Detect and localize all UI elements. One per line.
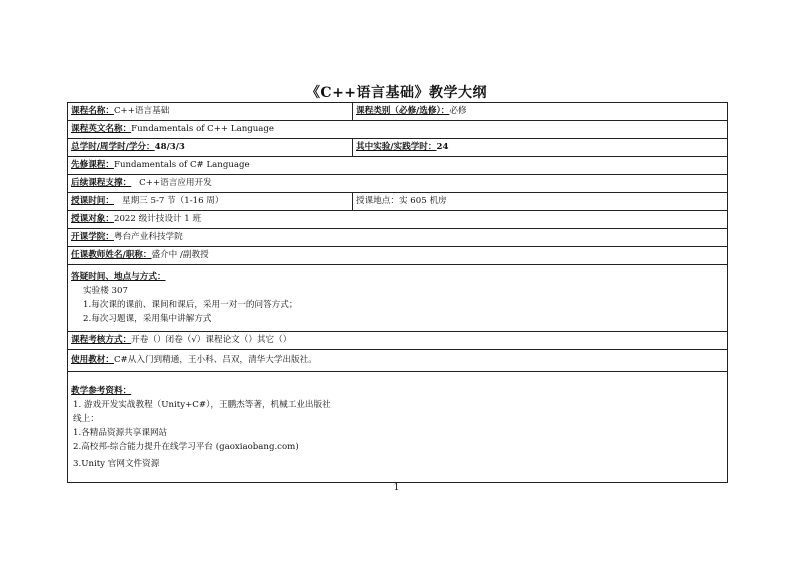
lab-hours-label: 其中实验/实践学时： (356, 142, 437, 153)
document-title: 《C++语言基础》教学大纲 (305, 85, 488, 101)
cell-english-name (68, 121, 728, 139)
cell-qa (68, 265, 728, 332)
exam-label: 课程考核方式： (71, 335, 132, 346)
hours-label: 总学时/周学时/学分： (71, 142, 155, 153)
college-label: 开课学院： (71, 232, 114, 243)
cell-college (68, 229, 728, 247)
row-exam (68, 332, 728, 350)
exam-value: 开卷（）闭卷（√）课程论文（）其它（） (131, 335, 292, 346)
cell-prerequisite (68, 157, 728, 175)
reference-line: 2.高校邦-综合能力提升在线学习平台 (gaoxiaobang.com) (73, 441, 299, 452)
cell-hours (68, 139, 353, 157)
row-audience (68, 211, 728, 229)
row-teacher (68, 247, 728, 265)
cell-location (353, 193, 728, 211)
qa-line: 1.每次课的课前、课间和课后，采用一对一的问答方式； (83, 300, 298, 310)
cell-course-name (68, 103, 353, 121)
cell-lab-hours (353, 139, 728, 157)
row-college (68, 229, 728, 247)
row-class-time (68, 193, 728, 211)
row-prerequisite (68, 157, 728, 175)
cell-exam (68, 332, 728, 350)
qa-line: 2.每次习题课，采用集中讲解方式 (83, 314, 212, 324)
location-label: 授课地点： (356, 196, 399, 207)
row-course-name (68, 103, 728, 121)
english-name-value: Fundamentals of C++ Language (131, 124, 274, 135)
textbook-value: C#从入门到精通，王小科、吕双，清华大学出版社。 (113, 355, 317, 366)
cell-audience (68, 211, 728, 229)
qa-line: 实验楼 307 (83, 286, 128, 296)
lab-hours-value: 24 (436, 142, 449, 153)
course-type-value: 必修 (449, 106, 467, 117)
row-references (68, 372, 728, 483)
audience-value: 2022 级计技设计 1 班 (113, 214, 202, 225)
course-name-label: 课程名称： (71, 106, 114, 117)
reference-line: 1.各精品资源共享课网站 (73, 427, 168, 438)
cell-references (68, 372, 728, 483)
reference-line: 线上： (73, 413, 99, 424)
reference-line: 1. 游戏开发实战教程（Unity+C#），王鹏杰等著，机械工业出版社 (73, 399, 331, 410)
prerequisite-label: 先修课程： (71, 160, 114, 171)
cell-course-type (353, 103, 728, 121)
class-time-value: 星期三 5-7 节（1-16 周） (121, 196, 224, 207)
course-name-value: C++语言基础 (113, 106, 170, 117)
references-label: 教学参考资料： (71, 385, 132, 396)
follow-up-value: C++语言应用开发 (139, 178, 212, 189)
textbook-label: 使用教材： (71, 355, 114, 366)
qa-label: 答疑时间、地点与方式： (71, 272, 166, 282)
reference-line: 3.Unity 官网文件资源 (73, 458, 160, 469)
row-english-name (68, 121, 728, 139)
class-time-label: 授课时间： (71, 196, 114, 207)
page-number: 1 (393, 483, 400, 493)
college-value: 粤台产业科技学院 (113, 232, 183, 243)
syllabus-table (67, 102, 728, 483)
cell-teacher (68, 247, 728, 265)
row-hours (68, 139, 728, 157)
cell-textbook (68, 350, 728, 372)
english-name-label: 课程英文名称： (71, 124, 132, 135)
audience-label: 授课对象： (71, 214, 114, 225)
teacher-label: 任课教师姓名/职称： (71, 250, 152, 261)
prerequisite-value: Fundamentals of C# Language (113, 160, 250, 171)
cell-class-time (68, 193, 353, 211)
course-type-label: 课程类别（必修/选修）： (356, 106, 450, 117)
teacher-value: 盛介中 /副教授 (151, 250, 209, 261)
hours-value: 48/3/3 (154, 142, 185, 153)
follow-up-label: 后续课程支撑： (71, 178, 132, 189)
row-qa (68, 265, 728, 332)
row-follow-up (68, 175, 728, 193)
location-value: 实 605 机房 (398, 196, 447, 207)
cell-follow-up (68, 175, 728, 193)
row-textbook (68, 350, 728, 372)
